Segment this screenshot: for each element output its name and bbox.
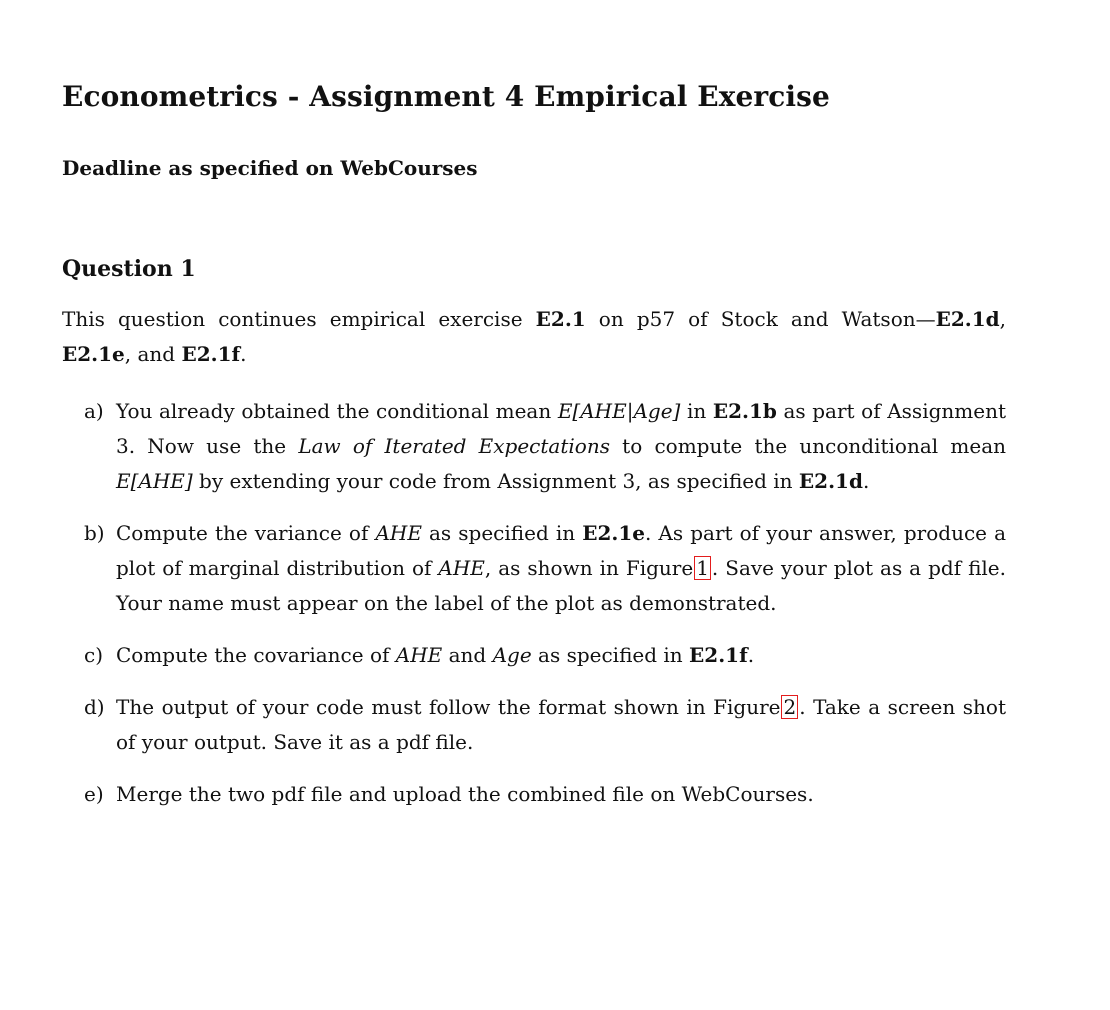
item-text: as specified in <box>531 643 690 667</box>
list-item-b <box>62 516 1006 621</box>
item-marker: c) <box>84 643 104 667</box>
item-marker: d) <box>84 695 105 719</box>
item-text: You already obtained the conditional mean <box>116 399 558 423</box>
item-text: Compute the covariance of <box>116 643 396 667</box>
exercise-ref: E2.1f <box>689 643 748 667</box>
question-intro <box>62 302 1006 372</box>
intro-text: on p57 of Stock and Watson— <box>585 307 936 331</box>
math-expression: Age <box>492 643 532 667</box>
math-expression: AHE <box>438 556 485 580</box>
item-text: . Save your plot as a pdf file. Your name must appear on the label of the plot as demonstrated. <box>116 556 1007 615</box>
item-text: The output of your code must follow the format shown in Figure <box>116 695 781 719</box>
exercise-ref: E2.1d <box>798 469 863 493</box>
item-text: . Take a screen shot of your output. Save it as a pdf file. <box>116 695 1006 754</box>
list-item-a <box>62 394 1006 499</box>
item-text: by extending your code from Assignment 3, as specified in <box>192 469 799 493</box>
figure-2-link[interactable]: 2 <box>783 695 797 719</box>
math-expression: AHE <box>395 643 443 667</box>
question-heading: Question 1 <box>62 256 196 282</box>
list-item-c <box>62 638 1006 673</box>
item-text: in <box>680 399 713 423</box>
item-text: as specified in <box>421 521 583 545</box>
intro-part-f-ref: E2.1f <box>181 342 241 366</box>
item-text: . <box>747 643 755 667</box>
item-marker: e) <box>84 782 104 806</box>
item-marker: b) <box>84 521 105 545</box>
intro-part-e-ref: E2.1e <box>62 342 125 366</box>
item-text: . <box>862 469 870 493</box>
exercise-ref: E2.1b <box>712 399 777 423</box>
item-text: , as shown in Figure <box>484 556 694 580</box>
intro-text: , and <box>124 342 182 366</box>
item-text: . As part of your answer, produce a plot of marginal distribution of <box>116 521 1006 580</box>
deadline-subtitle: Deadline as specified on WebCourses <box>62 156 478 180</box>
item-text: Compute the variance of <box>116 521 376 545</box>
emphasis-text: Law of Iterated Expectations <box>298 434 610 458</box>
intro-text: , <box>999 307 1007 331</box>
intro-text: . <box>240 342 247 366</box>
item-text: Merge the two pdf file and upload the combined file on WebCourses. <box>116 782 814 806</box>
exercise-ref: E2.1e <box>582 521 645 545</box>
math-expression: AHE <box>375 521 422 545</box>
math-expression: E[AHE|Age] <box>557 399 681 423</box>
list-item-d <box>62 690 1006 760</box>
item-text: as part of Assignment 3. Now use the <box>116 399 1006 458</box>
question-items-list <box>62 394 1006 829</box>
page-title: Econometrics - Assignment 4 Empirical Exercise <box>62 80 830 113</box>
item-text: and <box>442 643 493 667</box>
intro-text: This question continues empirical exercise <box>62 307 536 331</box>
math-expression: E[AHE] <box>116 469 193 493</box>
item-text: to compute the unconditional mean <box>609 434 1006 458</box>
figure-1-link[interactable]: 1 <box>696 556 709 580</box>
intro-exercise-ref: E2.1 <box>535 307 586 331</box>
item-marker: a) <box>84 399 104 423</box>
intro-part-d-ref: E2.1d <box>935 307 1000 331</box>
list-item-e <box>62 777 1006 812</box>
